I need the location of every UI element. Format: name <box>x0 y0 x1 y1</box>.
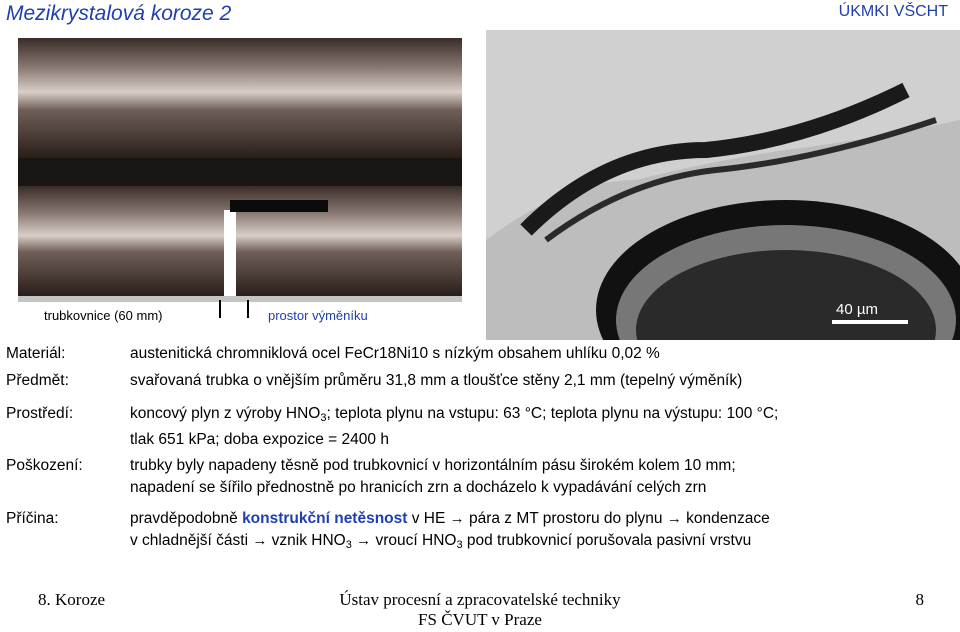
damage-value <box>130 455 958 499</box>
cause-sub-2: 3 <box>456 539 463 551</box>
arrow-icon: → <box>449 510 465 527</box>
footer-institute <box>0 590 960 630</box>
environment-key: Prostředí: <box>6 405 74 422</box>
environment-text-1: koncový plyn z výroby HNO <box>130 405 321 422</box>
subject-value: svařovaná trubka o vnějším průměru 31,8 mm a tloušťce stěny 2,1 mm (tepelný výměník) <box>130 372 743 389</box>
slide-title: Mezikrystalová koroze 2 <box>6 2 232 25</box>
cause-b: konstrukční netěsnost <box>242 510 408 527</box>
cause-g: vznik HNO <box>271 532 346 549</box>
footer-institute-line-2: FS ČVUT v Praze <box>418 610 542 629</box>
damage-line-1: trubky byly napadeny těsně pod trubkovnicí v horizontálním pásu širokém kolem 10 mm; <box>130 457 736 474</box>
scale-bar <box>832 320 908 324</box>
cause-key: Příčina: <box>6 510 59 527</box>
cause-value <box>130 508 958 556</box>
cause-sub-1: 3 <box>345 539 352 551</box>
arrow-icon: → <box>666 510 682 527</box>
environment-value <box>130 403 958 451</box>
material-value: austenitická chromniklová ocel FeCr18Ni10 s nízkým obsahem uhlíku 0,02 % <box>130 345 660 362</box>
arrow-icon: → <box>356 532 372 549</box>
scale-bar-label: 40 µm <box>836 301 878 318</box>
damage-line-2: napadení se šířilo přednostně po hranicích zrn a docházelo k vypadávání celých zrn <box>130 479 707 496</box>
cause-e: kondenzace <box>686 510 770 527</box>
cause-d: pára z MT prostoru do plynu <box>468 510 663 527</box>
environment-text-3: tlak 651 kPa; doba expozice = 2400 h <box>130 431 389 448</box>
arrow-icon: → <box>252 532 268 549</box>
institution-label: ÚKMKI VŠCHT <box>838 3 948 20</box>
cause-i: pod trubkovnicí porušovala pasivní vrstvu <box>466 532 752 549</box>
environment-text-2: ; teplota plynu na vstupu: 63 °C; teplota plynu na výstupu: 100 °C; <box>326 405 779 422</box>
footer-page-number: 8 <box>915 590 924 609</box>
cause-c: v HE <box>411 510 446 527</box>
environment-sub: 3 <box>320 412 327 424</box>
material-key: Materiál: <box>6 345 66 362</box>
cause-a: pravděpodobně <box>130 510 238 527</box>
tube-sheet-label: trubkovnice (60 mm) <box>44 308 163 323</box>
exchanger-space-label: prostor výměníku <box>268 308 368 323</box>
tube-photo <box>18 38 462 336</box>
cause-h: vroucí HNO <box>375 532 457 549</box>
footer-institute-line-1: Ústav procesní a zpracovatelské techniky <box>339 590 621 609</box>
micrograph-photo <box>486 30 960 340</box>
subject-key: Předmět: <box>6 372 69 389</box>
cause-f: v chladnější části <box>130 532 249 549</box>
damage-key: Poškození: <box>6 457 83 474</box>
footer-chapter: 8. Koroze <box>38 590 106 609</box>
